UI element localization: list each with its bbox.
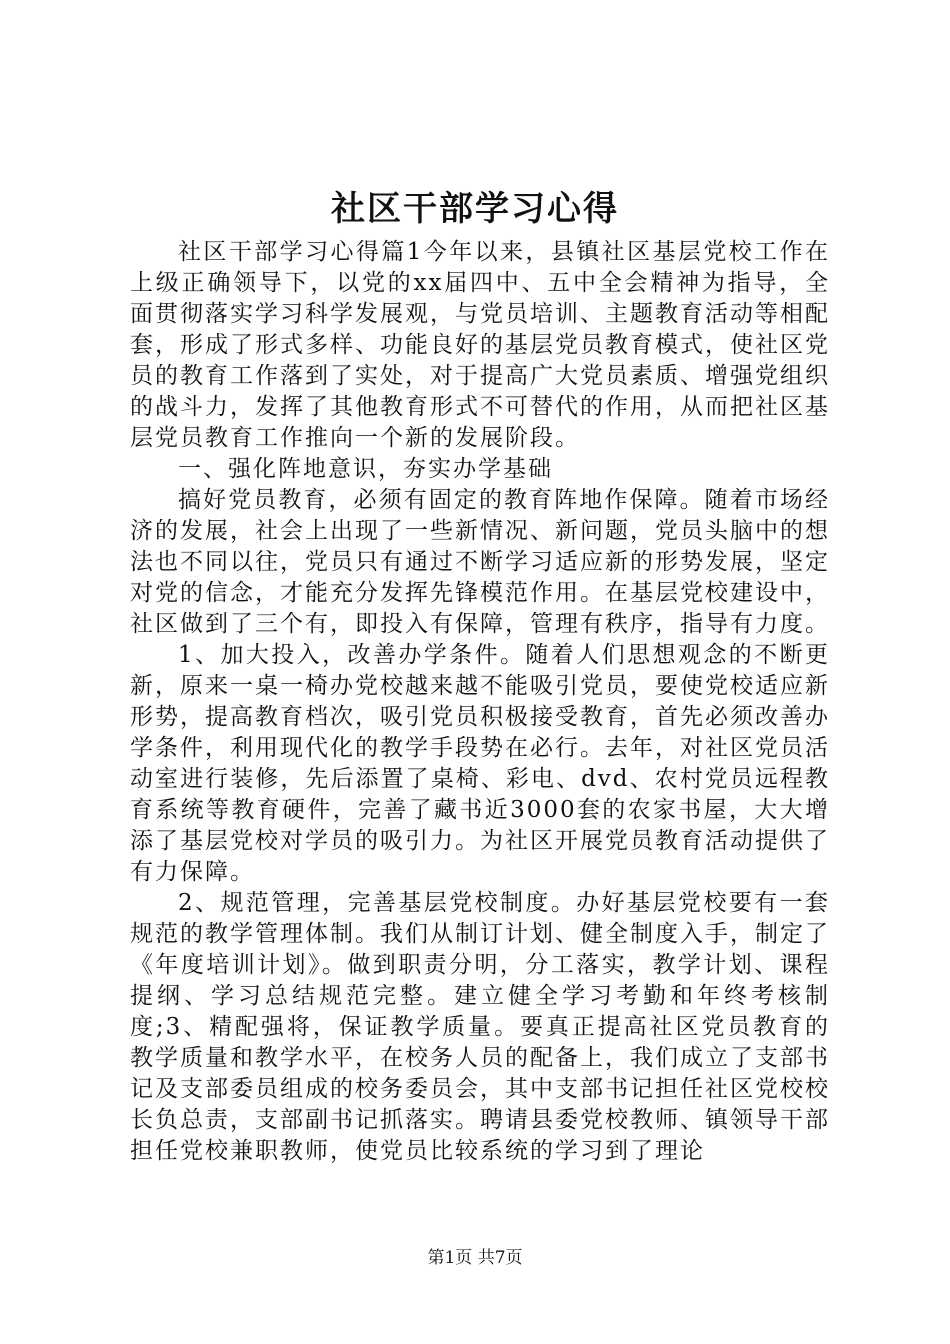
paragraph-item-2: 2、规范管理，完善基层党校制度。办好基层党校要有一套规范的教学管理体制。我们从制订计划、健全制度入手，制定了《年度培训计划》。做到职责分明，分工落实，教学计划、课程提纲、学习总结规范完整。建立健全学习考勤和年终考核制度;3、精配强将，保证教学质量。要真正提高社区党员教育的教学质量和教学水平，在校务人员的配备上，我们成立了支部书记及支部委员组成的校务委员会，其中支部书记担任社区党校校长负总责，支部副书记抓落实。聘请县委党校教师、镇领导干部担任党校兼职教师，使党员比较系统的学习到了理论 — [130, 890, 830, 1164]
document-body — [130, 237, 830, 1167]
paragraph-item-1: 1、加大投入，改善办学条件。随着人们思想观念的不断更新，原来一桌一椅办党校越来越不能吸引党员，要使党校适应新形势，提高教育档次，吸引党员积极接受教育，首先必须改善办学条件，利用现代化的教学手段势在必行。去年，对社区党员活动室进行装修，先后添置了桌椅、彩电、dvd、农村党员远程教育系统等教育硬件，完善了藏书近3000套的农家书屋，大大增添了基层党校对学员的吸引力。为社区开展党员教育活动提供了有力保障。 — [130, 642, 830, 885]
paragraph-intro: 社区干部学习心得篇1今年以来，县镇社区基层党校工作在上级正确领导下，以党的xx届四中、五中全会精神为指导，全面贯彻落实学习科学发展观，与党员培训、主题教育活动等相配套，形成了形式多样、功能良好的基层党员教育模式，使社区党员的教育工作落到了实处，对于提高广大党员素质、增强党组织的战斗力，发挥了其他教育形式不可替代的作用，从而把社区基层党员教育工作推向一个新的发展阶段。 — [130, 239, 830, 451]
document-title: 社区干部学习心得 — [331, 189, 619, 229]
paragraph-section-1: 搞好党员教育，必须有固定的教育阵地作保障。随着市场经济的发展，社会上出现了一些新情况、新问题，党员头脑中的想法也不同以往，党员只有通过不断学习适应新的形势发展，坚定对党的信念，才能充分发挥先锋模范作用。在基层党校建设中，社区做到了三个有，即投入有保障，管理有秩序，指导有力度。 — [130, 487, 830, 637]
section-heading: 一、强化阵地意识，夯实办学基础 — [178, 456, 553, 482]
page-number: 第1页 共7页 — [427, 1248, 523, 1268]
